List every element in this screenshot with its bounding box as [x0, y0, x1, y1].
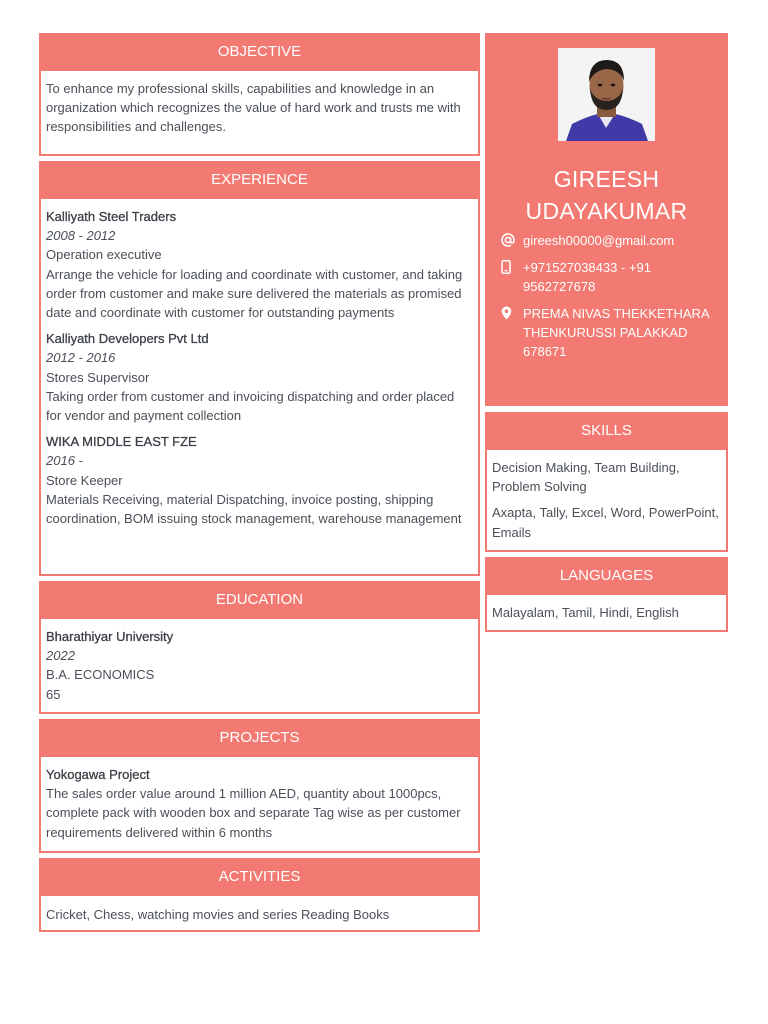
objective-text: To enhance my professional skills, capabilities and knowledge in an organization which recognizes the value of hard work and trusts me with responsibilities and challenges. [46, 81, 461, 135]
last-name: UDAYAKUMAR [525, 198, 688, 224]
activities-section [39, 858, 480, 932]
experience-role: Stores Supervisor [46, 369, 150, 385]
skills-item: Decision Making, Team Building, Problem Solving [492, 460, 680, 495]
skills-heading: SKILLS [487, 414, 726, 450]
experience-description: Arrange the vehicle for loading and coordinate with customer, and taking order from customer and make sure delivered the materials as promised date and coordinate with customer for outstanding payments [46, 266, 463, 321]
experience-role: Store Keeper [46, 472, 123, 488]
languages-section [485, 557, 728, 632]
skills-item: Axapta, Tally, Excel, Word, PowerPoint, Emails [492, 505, 719, 540]
first-name: GIREESH [553, 166, 660, 192]
objective-section [39, 33, 480, 156]
experience-description: Materials Receiving, material Dispatching, invoice posting, shipping coordination, BOM issuing stock management, warehouse management [46, 491, 462, 527]
contact-email [501, 231, 716, 250]
education-heading: EDUCATION [41, 583, 478, 619]
projects-heading: PROJECTS [41, 721, 478, 757]
education-section [39, 581, 480, 714]
experience-entry [46, 432, 473, 528]
experience-description: Taking order from customer and invoicing dispatching and order placed for vendor and payment collection [46, 388, 455, 424]
address-text: PREMA NIVAS THEKKETHARA THENKURUSSI PALAKKAD 678671 [523, 306, 709, 360]
mobile-phone-icon [501, 258, 523, 274]
education-institution: Bharathiyar University [46, 629, 174, 644]
contact-phone [501, 258, 716, 296]
languages-heading: LANGUAGES [487, 559, 726, 595]
experience-dates: 2016 - [46, 453, 83, 469]
experience-dates: 2008 - 2012 [46, 228, 116, 244]
projects-section [39, 719, 480, 853]
experience-company: Kalliyath Steel Traders [46, 209, 177, 224]
experience-company: Kalliyath Developers Pvt Ltd [46, 331, 209, 347]
activities-heading: ACTIVITIES [41, 860, 478, 896]
profile-card [485, 33, 728, 406]
experience-role: Operation executive [46, 247, 162, 263]
profile-name [485, 163, 728, 227]
phone-number[interactable]: +971527038433 - +91 9562727678 [523, 260, 651, 295]
email-link[interactable]: gireesh00000@gmail.com [523, 233, 675, 248]
education-year: 2022 [46, 648, 75, 664]
education-score: 65 [46, 686, 61, 702]
experience-company: WIKA MIDDLE EAST FZE [46, 434, 197, 450]
project-description: The sales order value around 1 million AED, quantity about 1000pcs, complete pack with wooden box and separate Tag wise as per customer requirements delivered within 6 months [46, 786, 461, 840]
experience-heading: EXPERIENCE [41, 163, 478, 199]
languages-text: Malayalam, Tamil, Hindi, English [492, 605, 679, 620]
project-title: Yokogawa Project [46, 767, 150, 782]
location-pin-icon [501, 304, 523, 320]
contact-address [501, 304, 716, 362]
avatar [558, 48, 655, 141]
skills-section [485, 412, 728, 552]
objective-heading: OBJECTIVE [41, 35, 478, 71]
experience-section [39, 161, 480, 576]
experience-entry [46, 329, 473, 425]
at-icon [501, 231, 523, 247]
education-degree: B.A. ECONOMICS [46, 667, 155, 683]
experience-dates: 2012 - 2016 [46, 350, 116, 366]
profile-photo [558, 48, 655, 141]
experience-entry [46, 207, 473, 322]
activities-text: Cricket, Chess, watching movies and series Reading Books [46, 907, 390, 922]
